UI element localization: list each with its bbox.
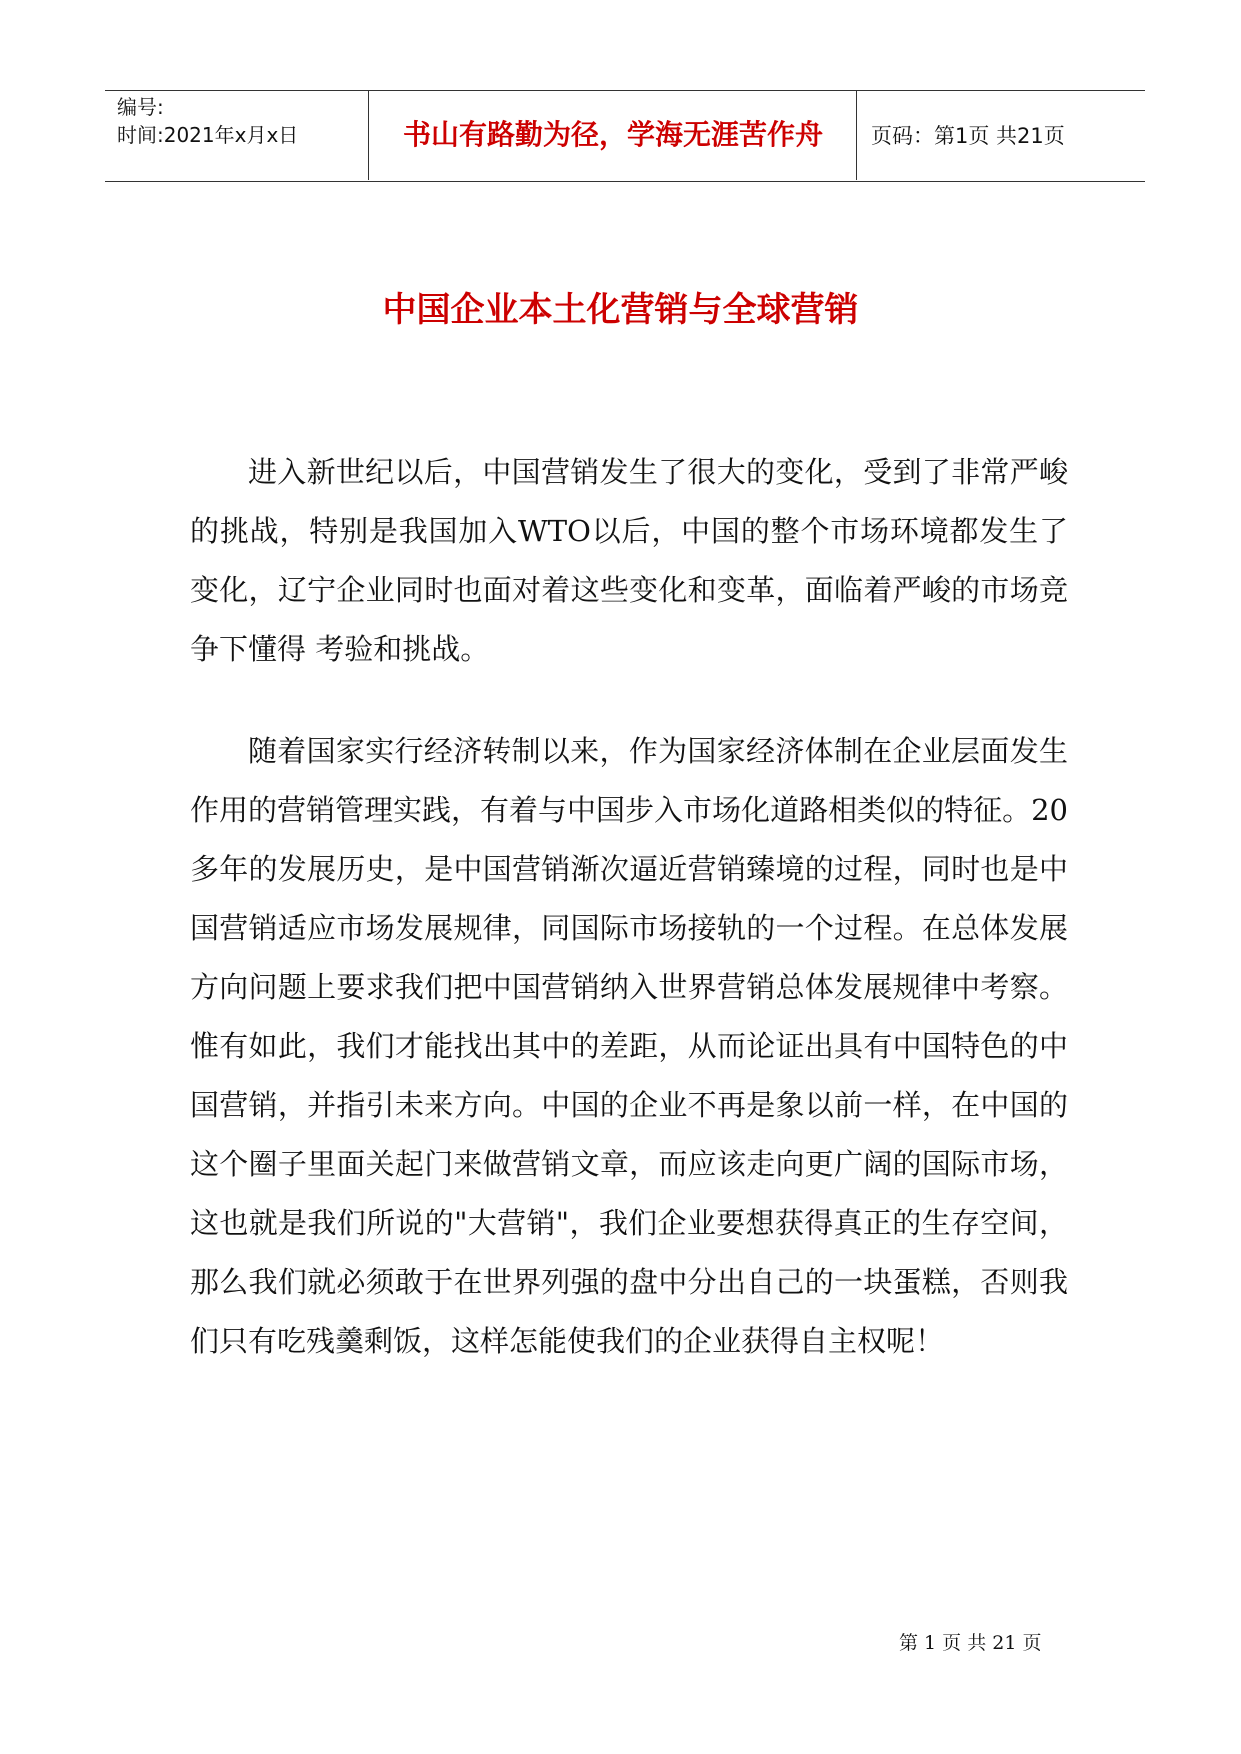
header-divider-right (856, 91, 857, 180)
page-header (105, 90, 1145, 182)
document-body (190, 443, 1068, 1371)
header-meta (117, 93, 298, 149)
time-label: 时间:2021年x月x日 (117, 123, 299, 147)
header-divider-left (368, 91, 369, 180)
paragraph-1: 进入新世纪以后，中国营销发生了很大的变化，受到了非常严峻的挑战，特别是我国加入WTO以后，中国的整个市场环境都发生了变化，辽宁企业同时也面对着这些变化和变革，面临着严峻的市场竞争下懂得 考验和挑战。 (190, 455, 1068, 666)
header-motto: 书山有路勤为径，学海无涯苦作舟 (402, 118, 823, 151)
page-footer: 第 1 页 共 21 页 (899, 1632, 1042, 1654)
serial-number-label: 编号: (117, 95, 164, 119)
paragraph-2: 随着国家实行经济转制以来，作为国家经济体制在企业层面发生作用的营销管理实践，有着与中国步入市场化道路相类似的特征。20多年的发展历史，是中国营销渐次逼近营销臻境的过程，同时也是中国营销适应市场发展规律，同国际市场接轨的一个过程。在总体发展方向问题上要求我们把中国营销纳入世界营销总体发展规律中考察。惟有如此，我们才能找出其中的差距，从而论证出具有中国特色的中国营销，并指引未来方向。中国的企业不再是象以前一样，在中国的这个圈子里面关起门来做营销文章，而应该走向更广阔的国际市场，这也就是我们所说的"大营销"，我们企业要想获得真正的生存空间，那么我们就必须敢于在世界列强的盘中分出自己的一块蛋糕，否则我们只有吃残羹剩饭，这样怎能使我们的企业获得自主权呢！ (190, 734, 1068, 1358)
document-title: 中国企业本土化营销与全球营销 (382, 290, 859, 330)
header-page-number: 页码：第1页 共21页 (871, 124, 1065, 148)
